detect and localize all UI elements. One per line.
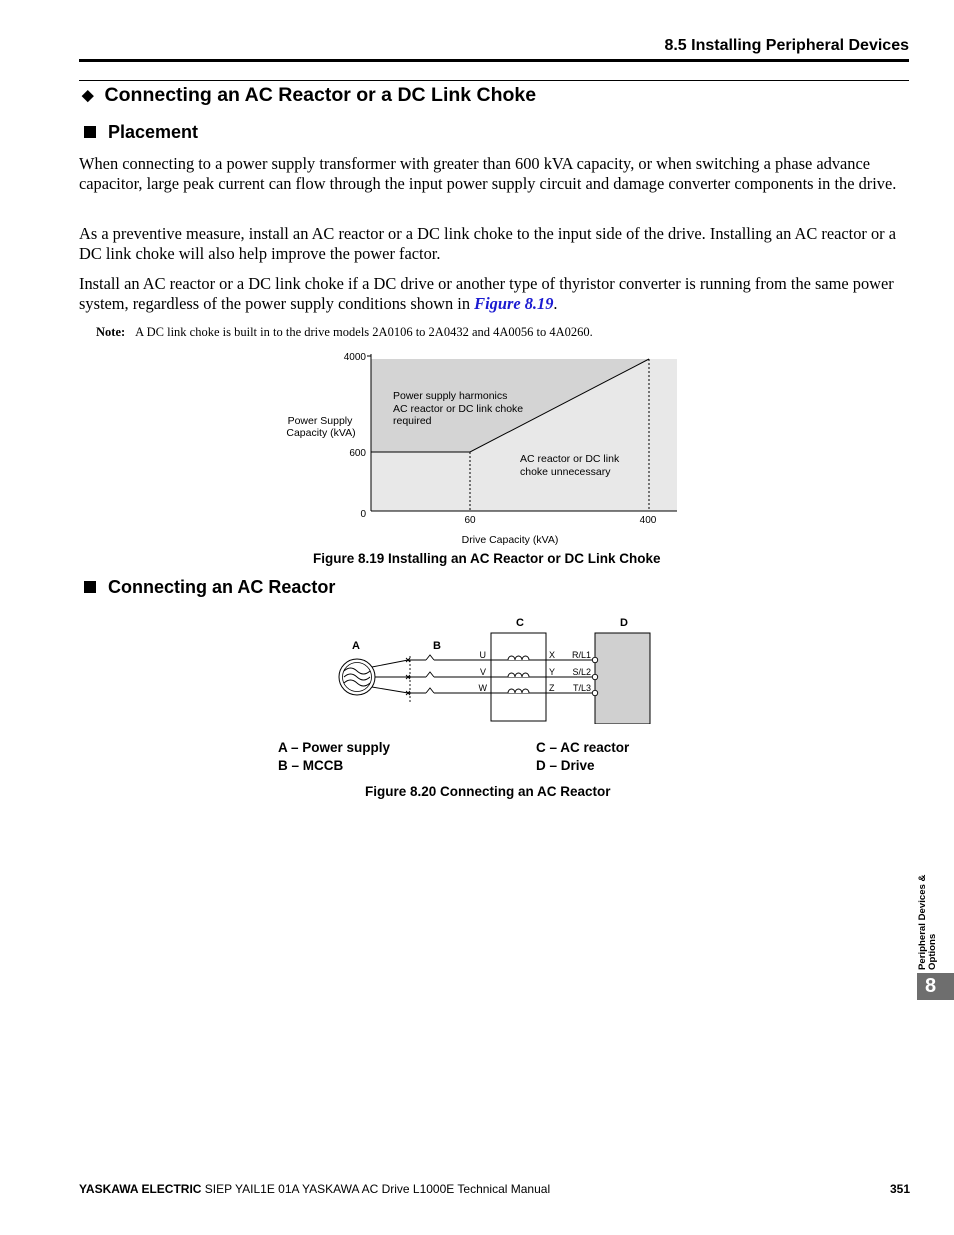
reactor-terminal-x: X xyxy=(549,650,556,660)
figure-8-19-caption: Figure 8.19 Installing an AC Reactor or DC Link Choke xyxy=(313,551,661,566)
running-header: 8.5 Installing Peripheral Devices xyxy=(664,37,909,54)
paragraph-2: As a preventive measure, install an AC reactor or a DC link choke to the input side of the drive. Installing an AC reactor or a DC link choke will also help improve the power factor. xyxy=(79,224,897,263)
drive-terminal-r: R/L1 xyxy=(571,650,591,660)
reactor-terminal-w: W xyxy=(478,683,487,693)
subheading-placement xyxy=(84,122,198,143)
side-tab-chapter-title: Peripheral Devices & Options xyxy=(917,874,938,970)
capacity-chart xyxy=(276,346,686,548)
subheading-connecting-ac-reactor xyxy=(84,577,335,598)
drive-terminal-s: S/L2 xyxy=(572,667,591,677)
y-axis-label-line1: Power Supply xyxy=(287,415,353,427)
reactor-terminal-v: V xyxy=(479,667,486,677)
x-tick-label: 60 xyxy=(464,515,476,526)
figure-8-19-link[interactable]: Figure 8.19 xyxy=(474,294,554,313)
label-a: A xyxy=(352,640,360,652)
footer-brand: YASKAWA ELECTRIC xyxy=(79,1182,202,1196)
label-b: B xyxy=(433,640,441,652)
footer-document-info xyxy=(79,1182,550,1196)
section-heading xyxy=(82,84,536,107)
mccb-icon xyxy=(406,655,434,702)
square-bullet-icon xyxy=(84,126,96,138)
legend-drive: D – Drive xyxy=(536,758,595,773)
paragraph-3 xyxy=(79,274,911,314)
note xyxy=(96,325,593,340)
lower-region-label-line1: AC reactor or DC link xyxy=(520,453,620,465)
legend-mccb: B – MCCB xyxy=(278,758,344,773)
upper-region-label-line3: required xyxy=(393,415,432,427)
legend-ac-reactor: C – AC reactor xyxy=(536,740,630,755)
y-tick-label: 0 xyxy=(360,509,366,520)
reactor-terminal-y: Y xyxy=(549,667,556,677)
supply-wires xyxy=(372,660,408,693)
note-text: A DC link choke is built in to the drive models 2A0106 to 2A0432 and 4A0056 to 4A0260. xyxy=(135,325,593,339)
header-rule-thin xyxy=(79,80,909,81)
side-tab-chapter-number: 8 xyxy=(917,973,954,1000)
y-tick-label: 4000 xyxy=(343,352,366,363)
diamond-bullet-icon: ◆ xyxy=(82,87,94,104)
label-c: C xyxy=(516,617,524,629)
reactor-terminal-z: Z xyxy=(549,683,555,693)
square-bullet-icon xyxy=(84,581,96,593)
subheading-placement-text: Placement xyxy=(108,122,199,142)
label-d: D xyxy=(620,617,628,629)
header-rule-thick xyxy=(79,59,909,62)
ac-reactor-circuit-diagram xyxy=(330,612,660,724)
note-label: Note: xyxy=(96,325,126,339)
power-supply-icon xyxy=(339,659,375,695)
legend-power-supply: A – Power supply xyxy=(278,740,391,755)
reactor-terminal-u: U xyxy=(479,650,486,660)
paragraph-3-text: Install an AC reactor or a DC link choke if a DC drive or another type of thyristor converter is running from the same power system, regardless of the power supply conditions shown in xyxy=(79,274,894,313)
section-heading-text: Connecting an AC Reactor or a DC Link Choke xyxy=(104,84,537,106)
paragraph-1: When connecting to a power supply transformer with greater than 600 kVA capacity, or when switching a phase advance capacitor, large peak current can flow through the input power supply circuit and damage converter components in the drive. xyxy=(79,154,897,193)
y-axis-label-line2: Capacity (kVA) xyxy=(286,427,356,439)
footer-doc-title: SIEP YAIL1E 01A YASKAWA AC Drive L1000E Technical Manual xyxy=(201,1182,551,1196)
x-tick-label: 400 xyxy=(639,515,657,526)
lower-region-label-line2: choke unnecessary xyxy=(520,466,611,478)
figure-8-20-caption: Figure 8.20 Connecting an AC Reactor xyxy=(365,784,611,799)
y-tick-label: 600 xyxy=(349,448,366,459)
x-axis-label: Drive Capacity (kVA) xyxy=(461,534,559,546)
upper-region-label-line1: Power supply harmonics xyxy=(393,390,508,402)
paragraph-3-end: . xyxy=(553,294,558,313)
subheading-ac-reactor-text: Connecting an AC Reactor xyxy=(108,577,336,597)
drive-terminal-t: T/L3 xyxy=(572,683,591,693)
page-number: 351 xyxy=(890,1182,911,1196)
upper-region-label-line2: AC reactor or DC link choke xyxy=(393,403,524,415)
drive-box xyxy=(595,633,650,724)
